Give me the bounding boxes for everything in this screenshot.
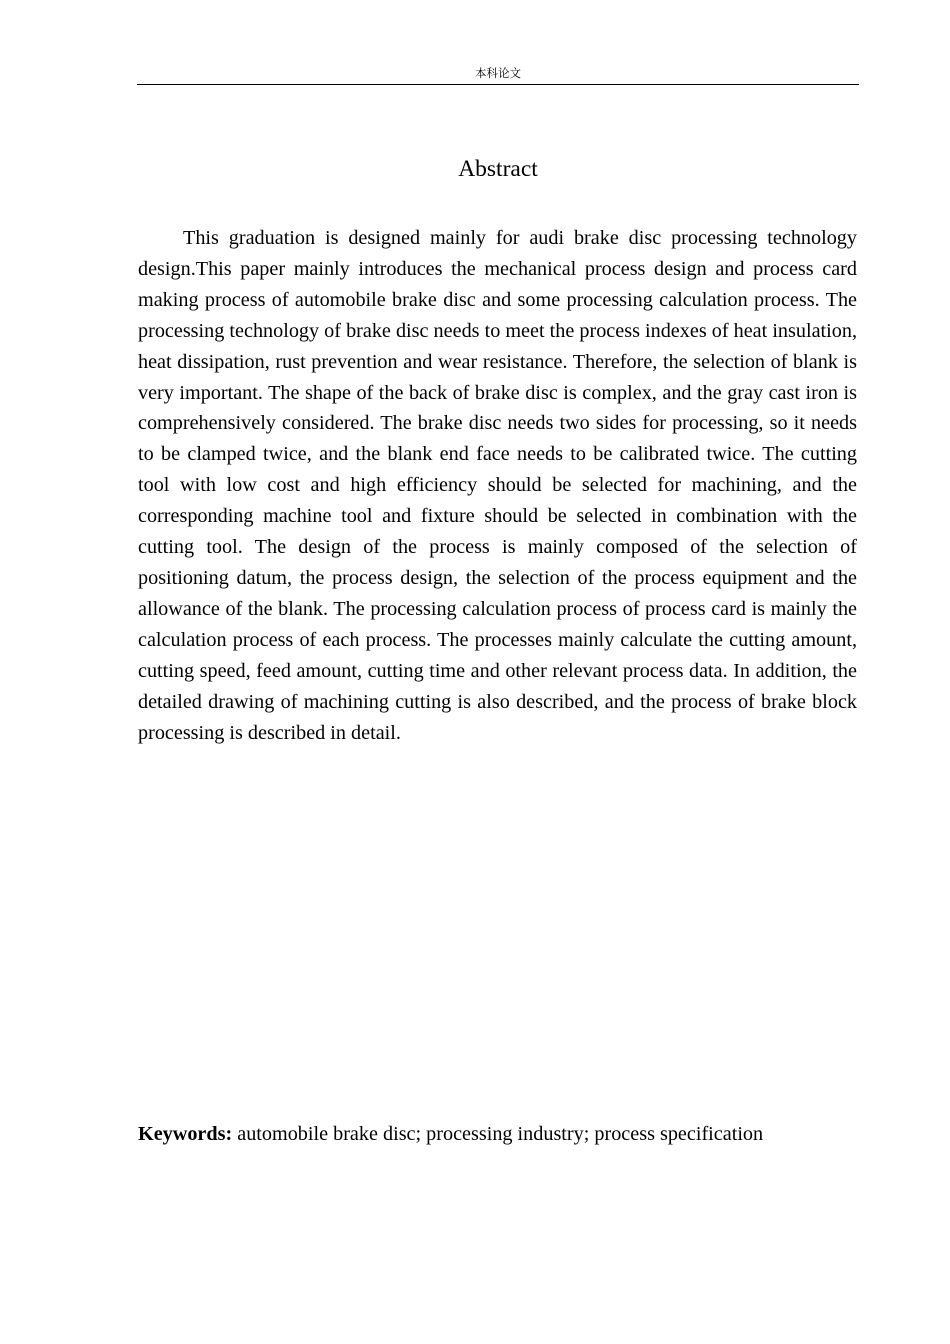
keywords-line [138,1119,857,1149]
abstract-title: Abstract [458,156,538,182]
running-header [137,64,859,85]
abstract-body: This graduation is designed mainly for audi brake disc processing technology design.This paper mainly introduces the mechanical process design and process card making process of automobile brake disc and some processing calculation process. The processing technology of brake disc needs to meet the process indexes of heat insulation, heat dissipation, rust prevention and wear resistance. Therefore, the selection of blank is very important. The shape of the back of brake disc is complex, and the gray cast iron is comprehensively considered. The brake disc needs two sides for processing, so it needs to be clamped twice, and the blank end face needs to be calibrated twice. The cutting tool with low cost and high efficiency should be selected for machining, and the corresponding machine tool and fixture should be selected in combination with the cutting tool. The design of the process is mainly composed of the selection of positioning datum, the process design, the selection of the process equipment and the allowance of the blank. The processing calculation process of process card is mainly the calculation process of each process. The processes mainly calculate the cutting amount, cutting speed, feed amount, cutting time and other relevant process data. In addition, the detailed drawing of machining cutting is also described, and the process of brake block processing is described in detail. [138,227,857,744]
keywords-text: automobile brake disc; processing industry; process specification [232,1123,764,1145]
running-header-title: 本科论文 [475,66,521,80]
keywords-label: Keywords: [138,1123,233,1145]
